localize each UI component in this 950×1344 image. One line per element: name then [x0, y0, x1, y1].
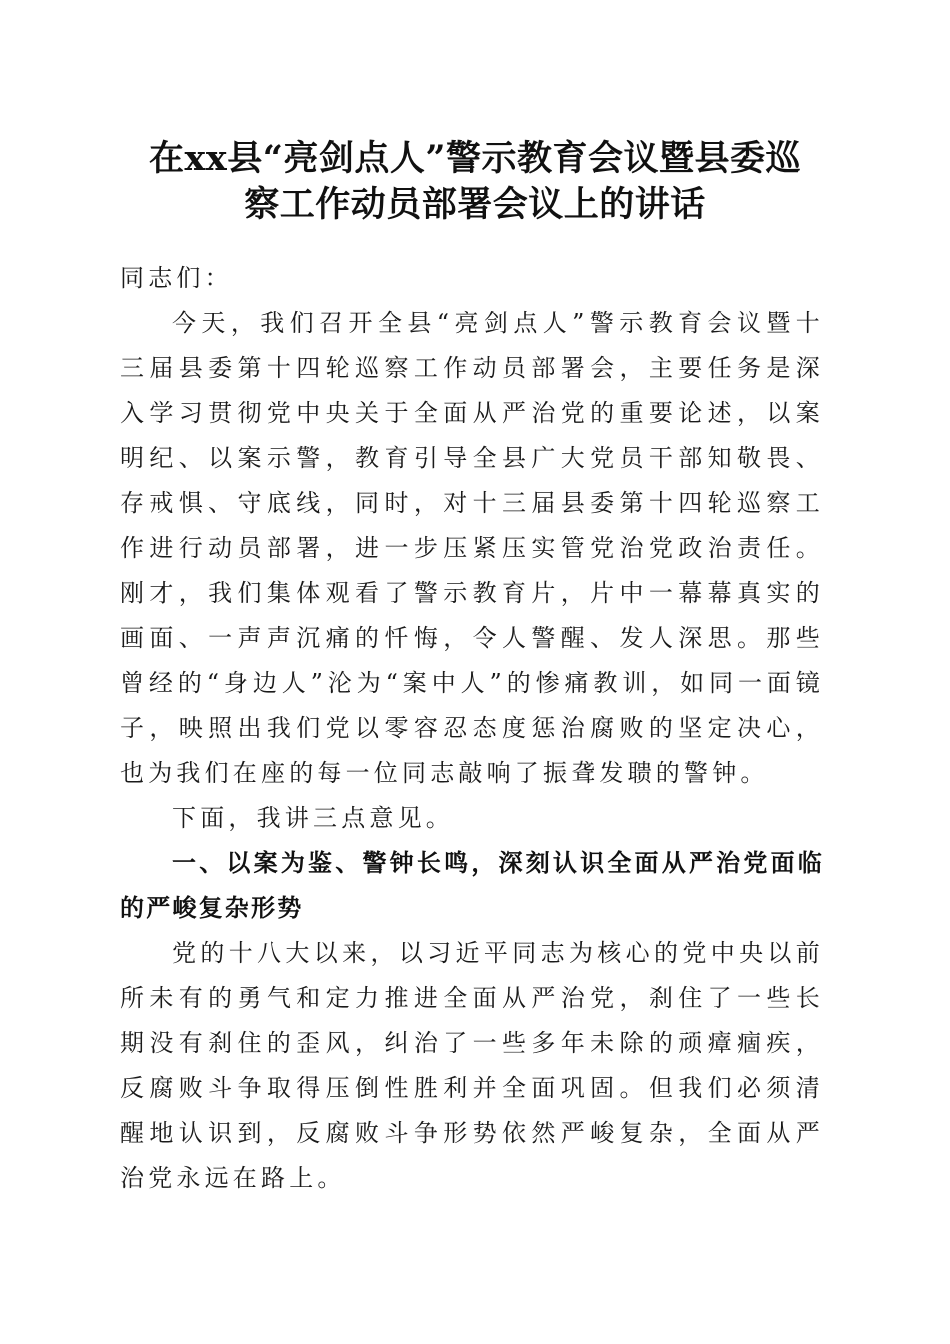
section-heading: 一、以案为鉴、警钟长鸣，深刻认识全面从严治党面临的严峻复杂形势 [120, 849, 824, 922]
title-line-1: 在xx县“亮剑点人”警示教育会议暨县委巡 [149, 138, 801, 179]
body-paragraph: 今天，我们召开全县“亮剑点人”警示教育会议暨十三届县委第十四轮巡察工作动员部署会，主要任务是深入学习贯彻党中央关于全面从严治党的重要论述，以案明纪、以案示警，教育引导全县广大党员干部知敬畏、存戒惧、守底线，同时，对十三届县委第十四轮巡察工作进行动员部署，进一步压紧压实管党治党政治责任。刚才，我们集体观看了警示教育片，片中一幕幕真实的画面、一声声沉痛的忏悔，令人警醒、发人深思。那些曾经的“身边人”沦为“案中人”的惨痛教训，如同一面镜子，映照出我们党以零容忍态度惩治腐败的坚定决心，也为我们在座的每一位同志敲响了振聋发聩的警钟。 [120, 309, 824, 787]
body-paragraph: 下面，我讲三点意见。 [172, 804, 454, 832]
body-paragraph: 党的十八大以来，以习近平同志为核心的党中央以前所未有的勇气和定力推进全面从严治党，刹住了一些长期没有刹住的歪风，纠治了一些多年未除的顽瘴痼疾，反腐败斗争取得压倒性胜利并全面巩固。但我们必须清醒地认识到，反腐败斗争形势依然严峻复杂，全面从严治党永远在路上。 [120, 939, 824, 1192]
title-line-2: 察工作动员部署会议上的讲话 [244, 184, 706, 225]
document-body [120, 256, 824, 1201]
document-title [100, 136, 850, 228]
salutation: 同志们： [120, 264, 233, 292]
